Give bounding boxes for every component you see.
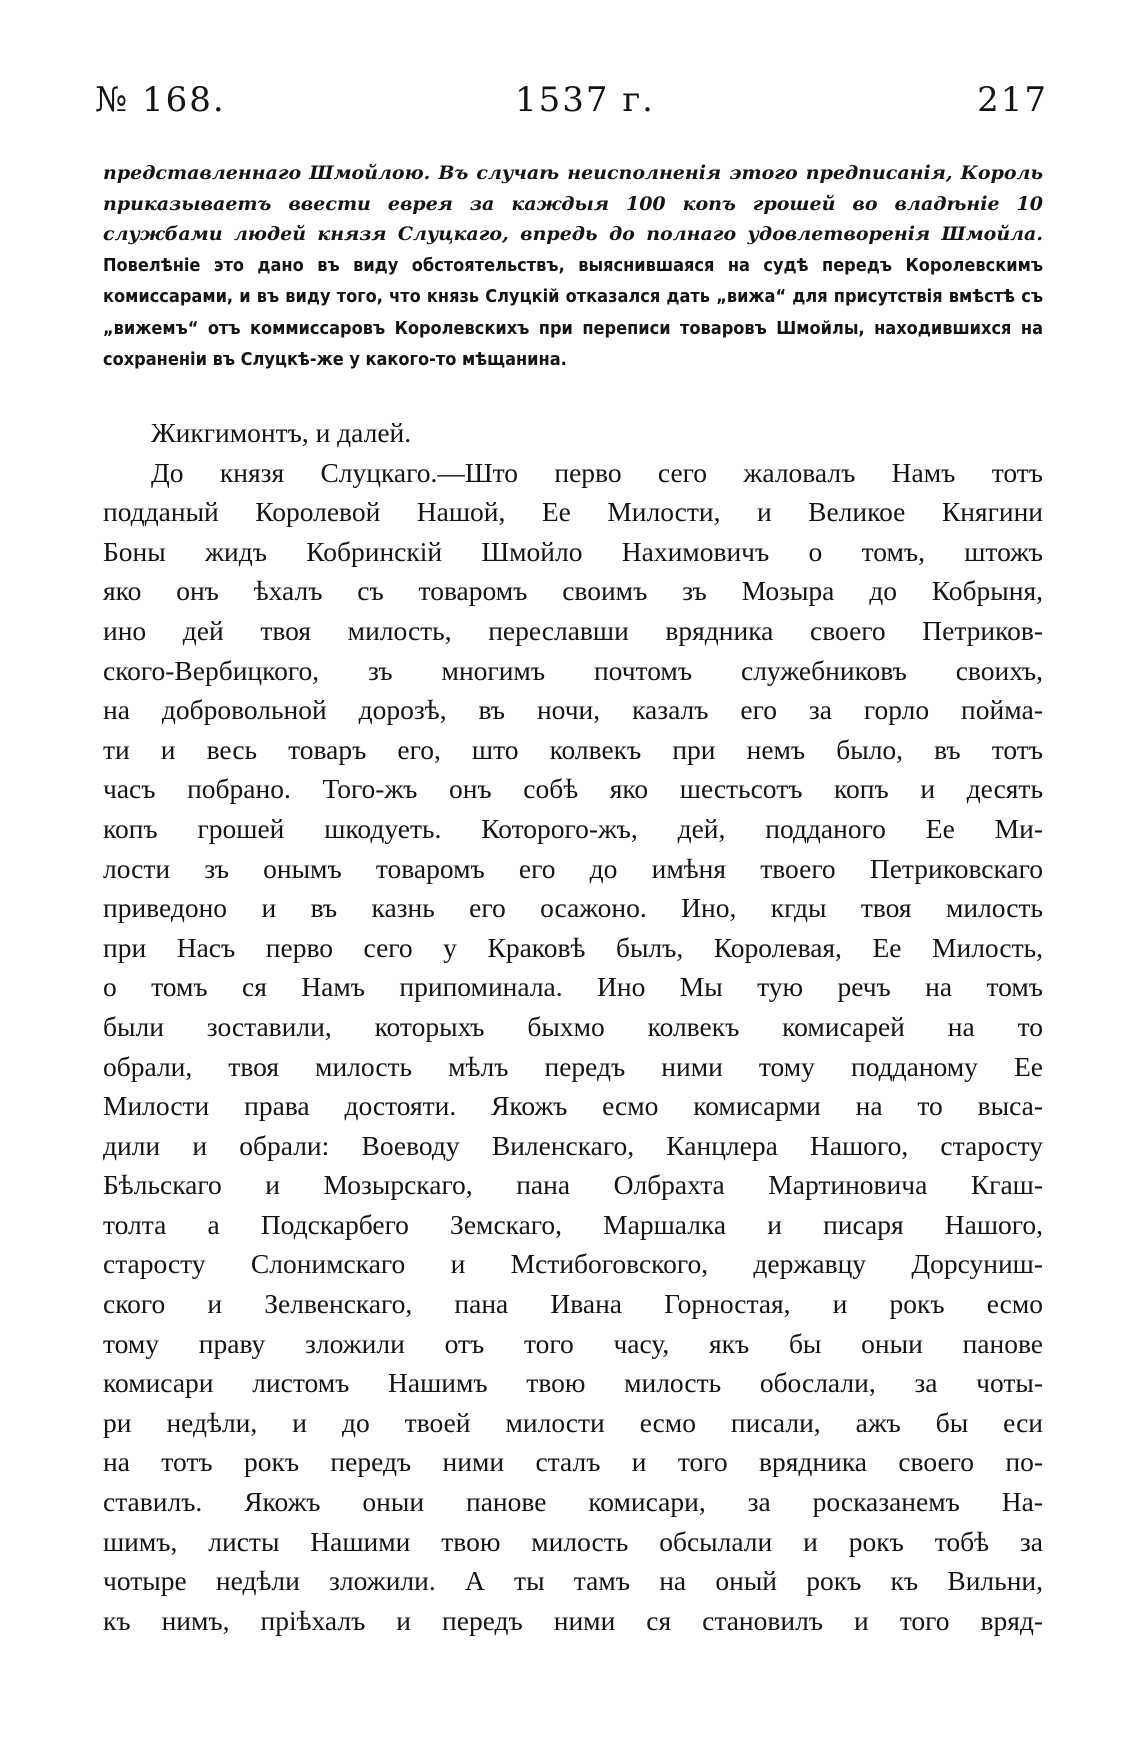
text-line: комисари листомъ Нашимъ твою милость обослали, за чоты- bbox=[103, 1367, 1043, 1399]
text-line: копъ грошей шкодуеть. Которого-жъ, дей, подданого Ее Ми- bbox=[103, 812, 1043, 844]
text-line: Боны жидъ Кобринскій Шмойло Нахимовичъ о томъ, штожъ bbox=[103, 535, 1043, 567]
document-year: 1537 г. bbox=[515, 80, 655, 120]
text-line: ри недѣли, и до твоей милости есмо писали, ажъ бы еси bbox=[103, 1406, 1043, 1438]
text-line: часъ побрано. Того-жъ онъ собѣ яко шестьсотъ копъ и десять bbox=[103, 773, 1043, 805]
text-line: къ нимъ, пріѣхалъ и передъ ними ся становилъ и того вряд- bbox=[103, 1604, 1043, 1636]
text-line: на тотъ рокъ передъ ними сталъ и того врядника своего по- bbox=[103, 1446, 1043, 1478]
text-line: лости зъ онымъ товаромъ его до имѣня твоего Петриковскаго bbox=[103, 852, 1043, 884]
summary-paragraph bbox=[103, 158, 1043, 376]
text-line: обрали, твоя милость мѣлъ передъ ними тому подданому Ее bbox=[103, 1050, 1043, 1082]
document-number: № 168. bbox=[95, 80, 226, 120]
text-line: яко онъ ѣхалъ съ товаромъ своимъ зъ Мозыра до Кобрыня, bbox=[103, 575, 1043, 607]
text-line: шимъ, листы Нашими твою милость обсылали и рокъ тобѣ за bbox=[103, 1525, 1043, 1557]
text-line: ино дей твоя милость, переславши врядника своего Петриков- bbox=[103, 614, 1043, 646]
text-line: ского-Вербицкого, зъ многимъ почтомъ служебниковъ своихъ, bbox=[103, 654, 1043, 686]
text-line: Милости права достояти. Якожъ есмо комисарми на то выса- bbox=[103, 1090, 1043, 1122]
page-header bbox=[0, 80, 1140, 128]
text-line: тому праву зложили отъ того часу, якъ бы оныи панове bbox=[103, 1327, 1043, 1359]
summary-italic-text: представленнаго Шмойлою. Въ случаѣ неисполненія этого предписанія, Король приказываетъ ввести еврея за каждыя 100 копъ грошей во владѣніе 10 службами людей князя Слуцкаго, впредь до полнаго удовлетворенія Шмойла. bbox=[103, 162, 1043, 245]
text-line: Бѣльскаго и Мозырскаго, пана Олбрахта Мартиновича Кгаш- bbox=[103, 1169, 1043, 1201]
text-line: старосту Слонимскаго и Мстибоговского, державцу Дорсуниш- bbox=[103, 1248, 1043, 1280]
text-line: при Насъ перво сего у Краковѣ былъ, Королевая, Ее Милость, bbox=[103, 931, 1043, 963]
text-line: были зоставили, которыхъ быхмо колвекъ комисарей на то bbox=[103, 1010, 1043, 1042]
text-line: До князя Слуцкаго.—Што перво сего жаловалъ Намъ тотъ bbox=[151, 456, 1043, 488]
text-line: о томъ ся Намъ припоминала. Ино Мы тую речъ на томъ bbox=[103, 971, 1043, 1003]
text-line: на добровольной дорозѣ, въ ночи, казалъ его за горло поймa- bbox=[103, 694, 1043, 726]
text-line: приведоно и въ казнь его осажоно. Ино, кгды твоя милость bbox=[103, 892, 1043, 924]
main-text bbox=[103, 413, 1043, 1640]
main-text-lines bbox=[103, 453, 1043, 1641]
text-line: ставилъ. Якожъ оныи панове комисари, за росказанемъ На- bbox=[103, 1486, 1043, 1518]
text-line: дили и обрали: Воеводу Виленскаго, Канцлера Нашого, старосту bbox=[103, 1129, 1043, 1161]
text-line: ти и весь товаръ его, што колвекъ при немъ было, въ тотъ bbox=[103, 733, 1043, 765]
text-line: подданый Королевой Нашой, Ее Милости, и Великое Княгини bbox=[103, 496, 1043, 528]
summary-plain-text: Повелѣніе это дано въ виду обстоятельствъ, выяснившаяся на судѣ передъ Королевскимъ комиссарами, и въ виду того, что князь Слуцкій отказался дать „вижа“ для присутствія вмѣстѣ съ „вижемъ“ отъ коммиссаровъ Королевскихъ при переписи товаровъ Шмойлы, находившихся на сохраненіи въ Слуцкѣ-же у какого-то мѣщанина. bbox=[103, 254, 1043, 370]
text-line: чотыре недѣли зложили. А ты тамъ на оный рокъ къ Вильни, bbox=[103, 1565, 1043, 1597]
text-line: ского и Зелвенскаго, пана Ивана Горностая, и рокъ есмо bbox=[103, 1288, 1043, 1320]
text-line: толта а Подскарбего Земскаго, Маршалка и писаря Нашого, bbox=[103, 1208, 1043, 1240]
page-number: 217 bbox=[977, 80, 1048, 120]
signature-line: Жикгимонтъ, и далей. bbox=[151, 417, 412, 448]
